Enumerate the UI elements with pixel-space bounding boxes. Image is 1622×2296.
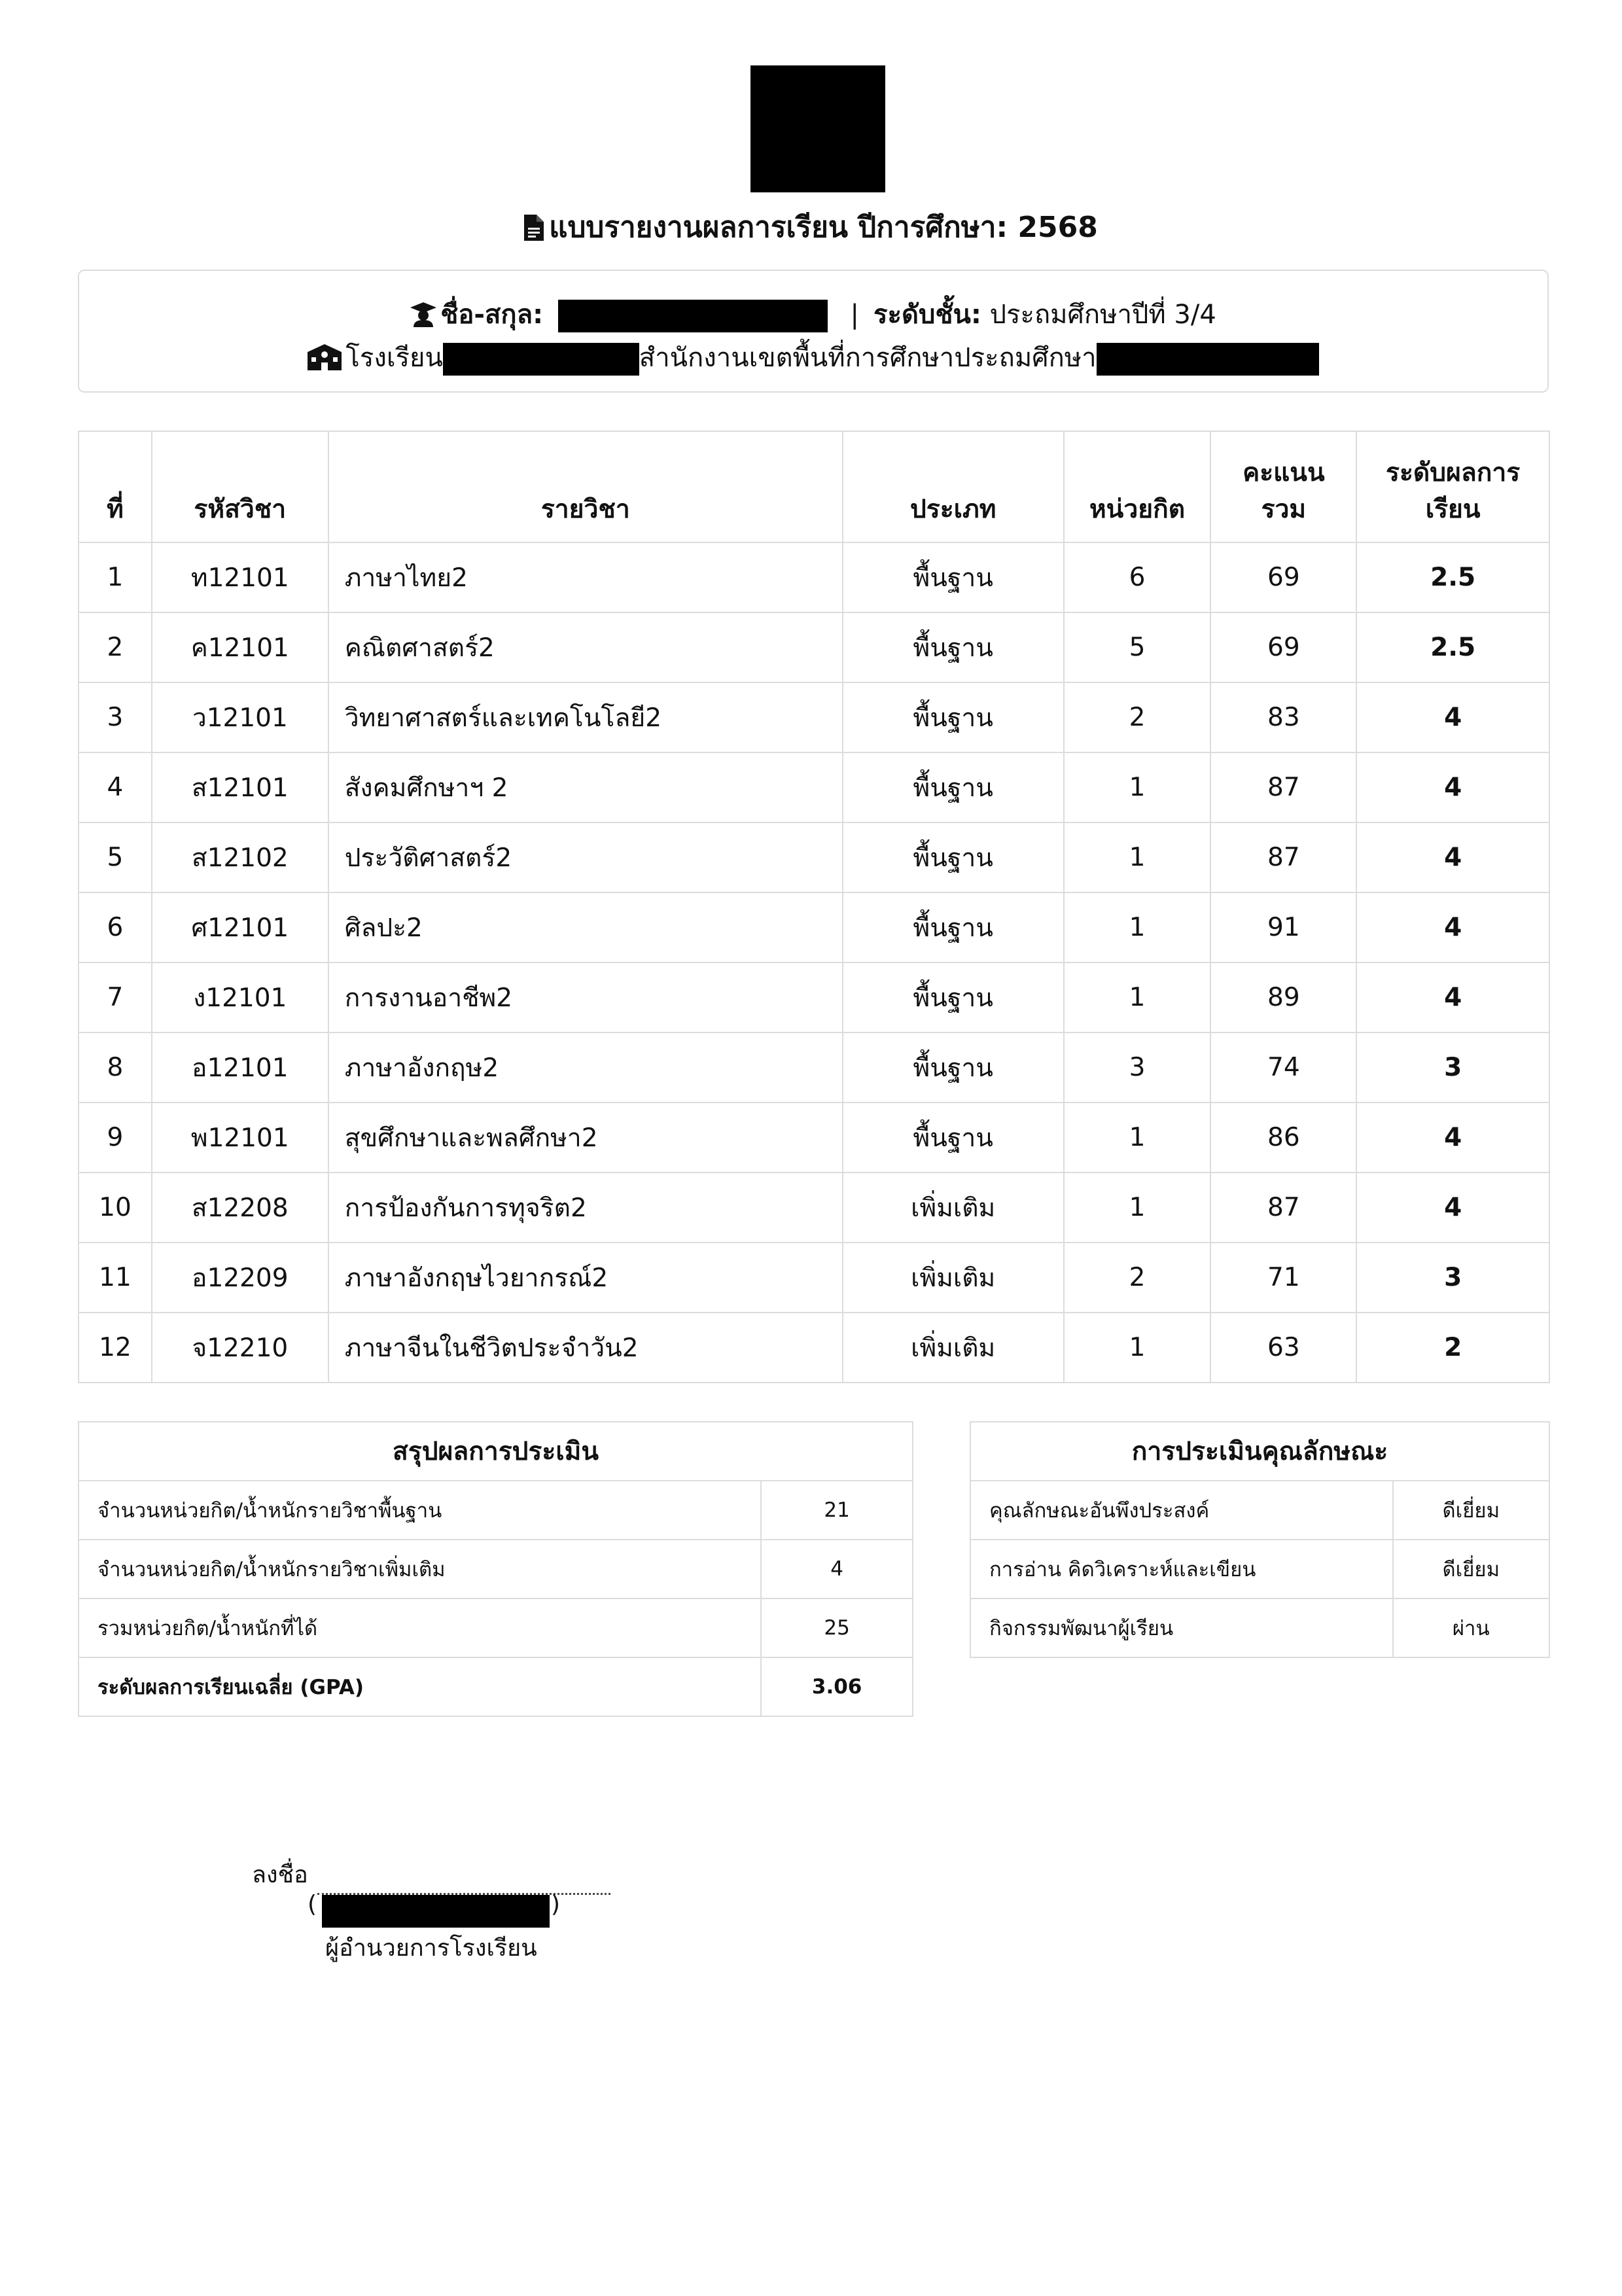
cell-credits: 3 bbox=[1064, 1033, 1211, 1103]
cell-grade: 2.5 bbox=[1356, 542, 1549, 612]
cell-subject: ภาษาอังกฤษ2 bbox=[328, 1033, 843, 1103]
summary-row-label: รวมหน่วยกิต/น้ำหนักที่ได้ bbox=[79, 1598, 761, 1657]
cell-score: 91 bbox=[1210, 892, 1356, 963]
cell-subject: ภาษาจีนในชีวิตประจำวัน2 bbox=[328, 1313, 843, 1383]
col-header-grade: ระดับผลการ เรียน bbox=[1356, 431, 1549, 542]
cell-credits: 1 bbox=[1064, 963, 1211, 1033]
cell-code: อ12101 bbox=[152, 1033, 328, 1103]
traits-table bbox=[970, 1421, 1550, 1658]
cell-credits: 1 bbox=[1064, 1103, 1211, 1173]
cell-no: 11 bbox=[79, 1243, 152, 1313]
cell-type: พื้นฐาน bbox=[843, 822, 1064, 892]
trait-row bbox=[970, 1540, 1549, 1598]
table-row bbox=[79, 1173, 1549, 1243]
trait-row-label: กิจกรรมพัฒนาผู้เรียน bbox=[970, 1598, 1393, 1657]
cell-no: 10 bbox=[79, 1173, 152, 1243]
cell-score: 74 bbox=[1210, 1033, 1356, 1103]
summary-row-label: จำนวนหน่วยกิต/น้ำหนักรายวิชาเพิ่มเติม bbox=[79, 1540, 761, 1598]
cell-subject: สุขศึกษาและพลศึกษา2 bbox=[328, 1103, 843, 1173]
cell-no: 9 bbox=[79, 1103, 152, 1173]
cell-no: 5 bbox=[79, 822, 152, 892]
col-header-type: ประเภท bbox=[843, 431, 1064, 542]
summary-row-label: จำนวนหน่วยกิต/น้ำหนักรายวิชาพื้นฐาน bbox=[79, 1481, 761, 1540]
cell-type: พื้นฐาน bbox=[843, 1103, 1064, 1173]
cell-score: 71 bbox=[1210, 1243, 1356, 1313]
cell-type: เพิ่มเติม bbox=[843, 1243, 1064, 1313]
cell-no: 3 bbox=[79, 682, 152, 752]
table-row bbox=[79, 1033, 1549, 1103]
cell-type: พื้นฐาน bbox=[843, 682, 1064, 752]
cell-subject: สังคมศึกษาฯ 2 bbox=[328, 752, 843, 822]
cell-subject: วิทยาศาสตร์และเทคโนโลยี2 bbox=[328, 682, 843, 752]
trait-row-value: ดีเยี่ยม bbox=[1393, 1481, 1549, 1540]
cell-grade: 4 bbox=[1356, 682, 1549, 752]
summary-row bbox=[79, 1540, 913, 1598]
trait-row bbox=[970, 1481, 1549, 1540]
summary-table bbox=[78, 1421, 913, 1717]
summary-row bbox=[79, 1657, 913, 1716]
redacted-logo bbox=[750, 65, 885, 192]
cell-subject: คณิตศาสตร์2 bbox=[328, 612, 843, 682]
graduate-icon bbox=[410, 302, 436, 327]
cell-type: เพิ่มเติม bbox=[843, 1173, 1064, 1243]
trait-row-value: ดีเยี่ยม bbox=[1393, 1540, 1549, 1598]
col-header-no: ที่ bbox=[79, 431, 152, 542]
cell-type: พื้นฐาน bbox=[843, 542, 1064, 612]
cell-no: 8 bbox=[79, 1033, 152, 1103]
office-label: สำนักงานเขตพื้นที่การศึกษาประถมศึกษา bbox=[639, 343, 1097, 373]
cell-type: พื้นฐาน bbox=[843, 963, 1064, 1033]
cell-score: 89 bbox=[1210, 963, 1356, 1033]
student-line bbox=[79, 293, 1547, 335]
cell-code: อ12209 bbox=[152, 1243, 328, 1313]
table-row bbox=[79, 892, 1549, 963]
table-row bbox=[79, 1103, 1549, 1173]
cell-grade: 4 bbox=[1356, 892, 1549, 963]
level-label: ระดับชั้น: bbox=[873, 300, 981, 330]
cell-score: 86 bbox=[1210, 1103, 1356, 1173]
cell-no: 4 bbox=[79, 752, 152, 822]
level-value: ประถมศึกษาปีที่ 3/4 bbox=[989, 300, 1216, 330]
cell-score: 87 bbox=[1210, 822, 1356, 892]
cell-type: พื้นฐาน bbox=[843, 1033, 1064, 1103]
redacted-director-name bbox=[322, 1895, 550, 1928]
cell-grade: 4 bbox=[1356, 1103, 1549, 1173]
cell-type: พื้นฐาน bbox=[843, 752, 1064, 822]
grades-table bbox=[78, 431, 1550, 1383]
cell-code: ค12101 bbox=[152, 612, 328, 682]
table-row bbox=[79, 963, 1549, 1033]
school-label: โรงเรียน bbox=[345, 343, 443, 373]
sign-label: ลงชื่อ bbox=[252, 1862, 308, 1888]
cell-grade: 4 bbox=[1356, 963, 1549, 1033]
cell-grade: 2 bbox=[1356, 1313, 1549, 1383]
cell-credits: 2 bbox=[1064, 682, 1211, 752]
summary-row-value: 3.06 bbox=[761, 1657, 913, 1716]
cell-subject: ประวัติศาสตร์2 bbox=[328, 822, 843, 892]
summary-row bbox=[79, 1481, 913, 1540]
cell-no: 1 bbox=[79, 542, 152, 612]
table-row bbox=[79, 1313, 1549, 1383]
cell-code: ว12101 bbox=[152, 682, 328, 752]
cell-no: 12 bbox=[79, 1313, 152, 1383]
redacted-school-name bbox=[443, 343, 639, 376]
redacted-student-name bbox=[558, 300, 828, 332]
redacted-office-name bbox=[1097, 343, 1319, 376]
cell-code: พ12101 bbox=[152, 1103, 328, 1173]
cell-grade: 4 bbox=[1356, 822, 1549, 892]
table-row bbox=[79, 542, 1549, 612]
cell-code: ส12101 bbox=[152, 752, 328, 822]
cell-subject: การงานอาชีพ2 bbox=[328, 963, 843, 1033]
cell-credits: 2 bbox=[1064, 1243, 1211, 1313]
traits-title: การประเมินคุณลักษณะ bbox=[970, 1422, 1549, 1481]
table-header-row bbox=[79, 431, 1549, 542]
student-info-card bbox=[78, 270, 1549, 393]
cell-code: ศ12101 bbox=[152, 892, 328, 963]
summary-row-value: 4 bbox=[761, 1540, 913, 1598]
cell-credits: 1 bbox=[1064, 752, 1211, 822]
cell-credits: 1 bbox=[1064, 1173, 1211, 1243]
cell-no: 6 bbox=[79, 892, 152, 963]
open-paren: ( bbox=[308, 1891, 317, 1918]
col-header-subject: รายวิชา bbox=[328, 431, 843, 542]
cell-score: 87 bbox=[1210, 752, 1356, 822]
cell-score: 63 bbox=[1210, 1313, 1356, 1383]
cell-type: พื้นฐาน bbox=[843, 612, 1064, 682]
page-title bbox=[0, 204, 1622, 250]
cell-code: ท12101 bbox=[152, 542, 328, 612]
director-position: ผู้อำนวยการโรงเรียน bbox=[325, 1935, 537, 1962]
table-row bbox=[79, 822, 1549, 892]
summary-row-value: 25 bbox=[761, 1598, 913, 1657]
cell-code: ส12208 bbox=[152, 1173, 328, 1243]
col-header-credits: หน่วยกิต bbox=[1064, 431, 1211, 542]
cell-subject: การป้องกันการทุจริต2 bbox=[328, 1173, 843, 1243]
summary-row-value: 21 bbox=[761, 1481, 913, 1540]
summary-title: สรุปผลการประเมิน bbox=[79, 1422, 913, 1481]
document-icon bbox=[524, 215, 544, 241]
cell-subject: ภาษาอังกฤษไวยากรณ์2 bbox=[328, 1243, 843, 1313]
cell-credits: 1 bbox=[1064, 892, 1211, 963]
col-header-score: คะแนน รวม bbox=[1210, 431, 1356, 542]
trait-row-label: การอ่าน คิดวิเคราะห์และเขียน bbox=[970, 1540, 1393, 1598]
trait-row bbox=[970, 1598, 1549, 1657]
trait-row-label: คุณลักษณะอันพึงประสงค์ bbox=[970, 1481, 1393, 1540]
cell-no: 7 bbox=[79, 963, 152, 1033]
cell-credits: 1 bbox=[1064, 1313, 1211, 1383]
cell-subject: ภาษาไทย2 bbox=[328, 542, 843, 612]
cell-grade: 4 bbox=[1356, 1173, 1549, 1243]
table-row bbox=[79, 612, 1549, 682]
name-label: ชื่อ-สกุล: bbox=[440, 300, 544, 330]
cell-type: พื้นฐาน bbox=[843, 892, 1064, 963]
cell-score: 87 bbox=[1210, 1173, 1356, 1243]
cell-score: 69 bbox=[1210, 542, 1356, 612]
cell-grade: 4 bbox=[1356, 752, 1549, 822]
table-row bbox=[79, 682, 1549, 752]
cell-credits: 1 bbox=[1064, 822, 1211, 892]
trait-row-value: ผ่าน bbox=[1393, 1598, 1549, 1657]
school-icon bbox=[308, 344, 342, 370]
cell-code: ง12101 bbox=[152, 963, 328, 1033]
school-line bbox=[79, 336, 1547, 378]
cell-grade: 2.5 bbox=[1356, 612, 1549, 682]
col-header-code: รหัสวิชา bbox=[152, 431, 328, 542]
table-row bbox=[79, 752, 1549, 822]
cell-code: จ12210 bbox=[152, 1313, 328, 1383]
summary-row bbox=[79, 1598, 913, 1657]
summary-row-label: ระดับผลการเรียนเฉลี่ย (GPA) bbox=[79, 1657, 761, 1716]
cell-type: เพิ่มเติม bbox=[843, 1313, 1064, 1383]
close-paren: ) bbox=[551, 1891, 561, 1918]
cell-credits: 6 bbox=[1064, 542, 1211, 612]
cell-credits: 5 bbox=[1064, 612, 1211, 682]
cell-no: 2 bbox=[79, 612, 152, 682]
separator: | bbox=[850, 300, 860, 330]
cell-grade: 3 bbox=[1356, 1033, 1549, 1103]
cell-grade: 3 bbox=[1356, 1243, 1549, 1313]
table-row bbox=[79, 1243, 1549, 1313]
title-text: แบบรายงานผลการเรียน ปีการศึกษา: 2568 bbox=[549, 211, 1098, 244]
cell-subject: ศิลปะ2 bbox=[328, 892, 843, 963]
cell-code: ส12102 bbox=[152, 822, 328, 892]
cell-score: 69 bbox=[1210, 612, 1356, 682]
cell-score: 83 bbox=[1210, 682, 1356, 752]
